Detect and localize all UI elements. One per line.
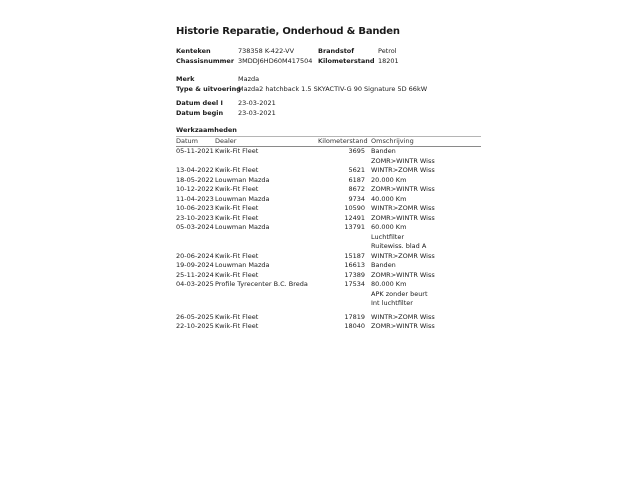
chassisnummer-label: Chassisnummer — [176, 56, 235, 65]
row-omschrijving: ZOMR>WINTR Wiss — [371, 213, 435, 222]
merk-value: Mazda — [238, 75, 260, 83]
table-row — [176, 261, 481, 271]
row-datum: 19-09-2024 — [176, 261, 214, 269]
row-omschrijving: Luchtfilter — [371, 232, 404, 241]
row-omschrijving: ZOMR>WINTR Wiss — [371, 270, 435, 279]
row-datum: 05-11-2021 — [176, 147, 214, 155]
row-dealer: Profile Tyrecenter B.C. Breda — [215, 280, 308, 288]
table-row — [176, 280, 481, 290]
table-row — [176, 290, 481, 300]
row-kilometerstand: 3695 — [348, 147, 365, 155]
row-datum: 25-11-2024 — [176, 270, 214, 279]
vehicle-row-datum-begin — [176, 109, 481, 119]
werkzaamheden-rows — [176, 147, 481, 332]
row-datum: 10-12-2022 — [176, 185, 214, 193]
row-datum — [176, 290, 215, 300]
table-row — [176, 195, 481, 205]
row-datum: 13-04-2022 — [176, 166, 214, 174]
row-kilometerstand — [318, 157, 365, 167]
row-datum: 20-06-2024 — [176, 251, 214, 260]
kilometerstand-value: 18201 — [378, 56, 399, 65]
row-dealer — [215, 157, 318, 167]
table-row — [176, 147, 481, 157]
row-kilometerstand: 13791 — [344, 223, 365, 231]
table-row — [176, 313, 481, 323]
row-omschrijving: WINTR>ZOMR Wiss — [371, 251, 435, 260]
datum-deel-label: Datum deel I — [176, 99, 223, 107]
brandstof-label: Brandstof — [318, 47, 355, 55]
datum-begin-value: 23-03-2021 — [238, 108, 276, 117]
row-dealer: Kwik-Fit Fleet — [215, 270, 259, 279]
row-dealer: Kwik-Fit Fleet — [215, 185, 259, 193]
row-dealer: Kwik-Fit Fleet — [215, 213, 259, 222]
row-omschrijving: 40.000 Km — [371, 194, 407, 203]
spacer — [176, 66, 481, 75]
column-header-dealer: Dealer — [215, 136, 237, 145]
row-kilometerstand: 8672 — [348, 185, 365, 193]
row-kilometerstand: 12491 — [344, 213, 365, 222]
row-datum — [176, 299, 215, 309]
kenteken-value: 738358 K-422-VV — [238, 47, 295, 55]
row-datum — [176, 157, 215, 167]
row-dealer: Kwik-Fit Fleet — [215, 166, 259, 174]
type-uitvoering-label: Type & uitvoering — [176, 84, 241, 93]
vehicle-row-datum-deel — [176, 99, 481, 109]
table-row — [176, 157, 481, 167]
merk-label: Merk — [176, 75, 195, 83]
table-row — [176, 166, 481, 176]
row-omschrijving: APK zonder beurt — [371, 289, 428, 298]
table-row — [176, 322, 481, 332]
table-row — [176, 185, 481, 195]
row-omschrijving: WINTR>ZOMR Wiss — [371, 166, 435, 174]
row-kilometerstand — [318, 290, 365, 300]
row-kilometerstand: 5621 — [348, 166, 365, 174]
row-omschrijving: Int luchtfilter — [371, 299, 413, 307]
row-kilometerstand: 17389 — [344, 270, 365, 279]
row-omschrijving: ZOMR>WINTR Wiss — [371, 185, 435, 193]
row-datum: 11-04-2023 — [176, 194, 214, 203]
row-omschrijving: 80.000 Km — [371, 280, 407, 288]
row-dealer: Kwik-Fit Fleet — [215, 147, 259, 155]
vehicle-row-kenteken-brandstof — [176, 47, 481, 57]
row-kilometerstand: 16613 — [344, 261, 365, 269]
row-omschrijving: WINTR>ZOMR Wiss — [371, 312, 435, 321]
row-kilometerstand — [318, 233, 365, 243]
row-dealer: Louwman Mazda — [215, 175, 270, 184]
row-dealer: Kwik-Fit Fleet — [215, 322, 259, 330]
row-dealer — [215, 242, 318, 252]
row-dealer — [215, 299, 318, 309]
row-omschrijving: 20.000 Km — [371, 175, 407, 184]
row-datum — [176, 233, 215, 243]
row-kilometerstand: 18040 — [344, 322, 365, 330]
spacer — [176, 118, 481, 126]
table-row — [176, 214, 481, 224]
brandstof-value: Petrol — [378, 47, 397, 55]
row-dealer: Kwik-Fit Fleet — [215, 204, 259, 212]
row-kilometerstand: 10590 — [344, 204, 365, 212]
vehicle-row-chassis-kilometerstand — [176, 57, 481, 67]
page-title: Historie Reparatie, Onderhoud & Banden — [176, 26, 400, 37]
row-dealer: Kwik-Fit Fleet — [215, 312, 259, 321]
table-row — [176, 223, 481, 233]
row-omschrijving: ZOMR>WINTR Wiss — [371, 322, 435, 330]
row-dealer: Louwman Mazda — [215, 194, 270, 203]
type-uitvoering-value: Mazda2 hatchback 1.5 SKYACTIV-G 90 Signature 5D 66kW — [238, 84, 428, 93]
row-datum: 22-10-2025 — [176, 322, 214, 330]
row-omschrijving: Ruitewiss. blad A — [371, 242, 427, 250]
row-datum: 23-10-2023 — [176, 213, 214, 222]
table-row — [176, 242, 481, 252]
chassisnummer-value: 3MDDJ6HD60M417504 — [238, 56, 313, 65]
datum-deel-value: 23-03-2021 — [238, 99, 276, 107]
row-omschrijving: Banden — [371, 147, 396, 155]
werkzaamheden-table-header — [176, 136, 481, 148]
row-datum: 18-05-2022 — [176, 175, 214, 184]
row-datum: 04-03-2025 — [176, 280, 214, 288]
vehicle-row-merk — [176, 75, 481, 85]
history-report — [176, 26, 481, 332]
table-row — [176, 299, 481, 309]
kenteken-label: Kenteken — [176, 47, 211, 55]
kilometerstand-label: Kilometerstand — [318, 56, 375, 65]
row-kilometerstand: 17534 — [344, 280, 365, 288]
row-kilometerstand: 17819 — [344, 312, 365, 321]
row-omschrijving: WINTR>ZOMR Wiss — [371, 204, 435, 212]
row-dealer — [215, 233, 318, 243]
werkzaamheden-section-title: Werkzaamheden — [176, 126, 237, 134]
column-header-omschrijving: Omschrijving — [371, 136, 414, 145]
table-row — [176, 252, 481, 262]
table-row — [176, 233, 481, 243]
column-header-kilometerstand: Kilometerstand — [318, 136, 368, 145]
row-datum: 26-05-2025 — [176, 312, 214, 321]
row-dealer: Louwman Mazda — [215, 223, 270, 231]
row-dealer: Louwman Mazda — [215, 261, 270, 269]
row-datum — [176, 242, 215, 252]
table-row — [176, 176, 481, 186]
row-datum: 05-03-2024 — [176, 223, 214, 231]
row-omschrijving: Banden — [371, 261, 396, 269]
row-kilometerstand: 6187 — [348, 175, 365, 184]
row-datum: 10-06-2023 — [176, 204, 214, 212]
row-dealer: Kwik-Fit Fleet — [215, 251, 259, 260]
row-kilometerstand: 9734 — [348, 194, 365, 203]
row-omschrijving: ZOMR>WINTR Wiss — [371, 156, 435, 165]
row-kilometerstand — [318, 299, 365, 309]
column-header-datum: Datum — [176, 136, 198, 145]
row-kilometerstand: 15187 — [344, 251, 365, 260]
vehicle-row-type — [176, 85, 481, 95]
row-dealer — [215, 290, 318, 300]
row-kilometerstand — [318, 242, 365, 252]
table-row — [176, 271, 481, 281]
row-omschrijving: 60.000 Km — [371, 223, 407, 231]
datum-begin-label: Datum begin — [176, 108, 224, 117]
table-row — [176, 204, 481, 214]
